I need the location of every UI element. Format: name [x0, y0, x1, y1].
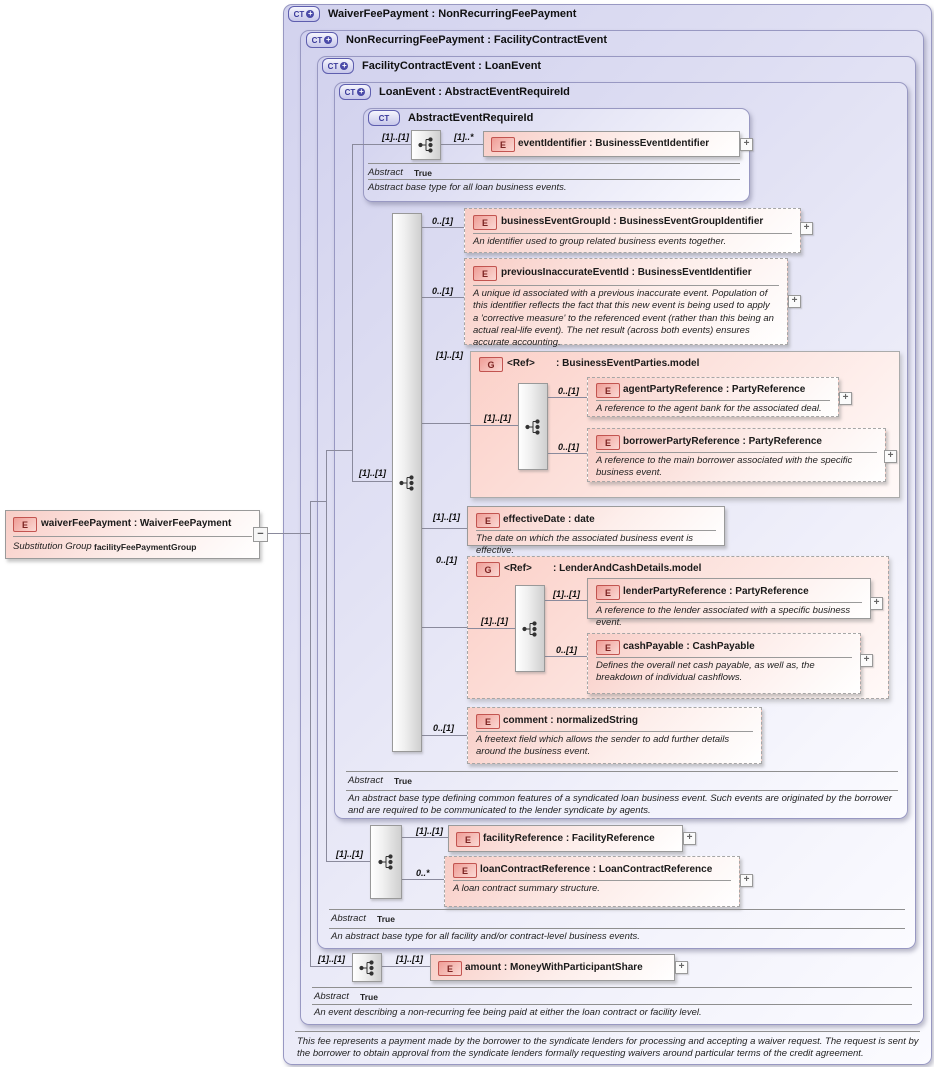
divider: [13, 536, 252, 537]
ct-icon-label: CT: [344, 87, 356, 97]
group-icon: G: [476, 562, 500, 577]
cardinality-label: 0..[1]: [436, 555, 458, 565]
ct-title: FacilityContractEvent : LoanEvent: [362, 60, 542, 72]
group-type-label: : BusinessEventParties.model: [556, 358, 700, 369]
element-box-lender-party-reference[interactable]: [587, 578, 871, 629]
expand-icon[interactable]: +: [683, 832, 696, 845]
expand-dot-icon: +: [341, 61, 347, 70]
expand-icon[interactable]: +: [870, 597, 883, 610]
cardinality-label: 0..[1]: [556, 645, 578, 655]
divider: [329, 928, 905, 929]
annotation-text: This fee represents a payment made by the borrower to the syndicate lenders for processing and accepting a waiver request. The request is sent by the borrower to obtain approval from the syndicate lenders formally requesting waivers around particular terms of the credit agreement.: [297, 1036, 919, 1060]
connector-line: [326, 450, 327, 861]
divider: [346, 771, 898, 772]
connector-line: [400, 879, 444, 880]
abstract-label: Abstract: [314, 991, 349, 1002]
divider: [368, 179, 740, 180]
substitution-group-label: Substitution Group: [13, 541, 92, 552]
element-label: comment : normalizedString: [503, 715, 639, 726]
connector-line: [543, 656, 587, 657]
element-icon: E: [438, 961, 462, 976]
connector-line: [470, 425, 518, 426]
cardinality-label: [1]..[1]: [436, 350, 463, 360]
divider: [476, 530, 716, 531]
expand-icon[interactable]: +: [675, 961, 688, 974]
connector-line: [326, 861, 370, 862]
cardinality-label: [1]..[1]: [359, 468, 386, 478]
expand-dot-icon: +: [325, 35, 331, 44]
connector-line: [310, 501, 326, 502]
cardinality-label: [1]..*: [454, 132, 474, 142]
group-ref-label: <Ref>: [504, 563, 532, 574]
element-box-loan-contract-reference[interactable]: [444, 856, 740, 907]
annotation-text: An identifier used to group related business events together.: [473, 236, 727, 247]
ct-header-abstract-event-require-id: [368, 110, 533, 126]
ct-header-waiver-fee-payment: [288, 6, 576, 22]
element-label: amount : MoneyWithParticipantShare: [465, 962, 643, 973]
element-label: cashPayable : CashPayable: [623, 641, 755, 652]
ct-header-non-recurring-fee-payment: [306, 32, 607, 48]
connector-line: [310, 501, 311, 966]
connector-line: [543, 600, 587, 601]
cardinality-label: [1]..[1]: [553, 589, 580, 599]
element-icon: E: [456, 832, 480, 847]
expand-dot-icon: +: [307, 9, 313, 18]
expand-icon[interactable]: +: [839, 392, 852, 405]
cardinality-label: [1]..[1]: [396, 954, 423, 964]
ct-icon-label: CT: [327, 61, 339, 71]
element-icon: E: [596, 640, 620, 655]
complex-type-icon[interactable]: [368, 110, 400, 126]
annotation-text: A unique id associated with a previous inaccurate event. Population of this identifier reflects the fact that this new event is being used to apply a 'corrective measure' to the referenced event (rather than this being an actual real-life event). The net result (across both events) ensures accurate accounting.: [473, 288, 774, 349]
annotation-text: A reference to the agent bank for the associated deal.: [596, 403, 822, 414]
connector-line: [546, 397, 587, 398]
complex-type-icon[interactable]: [306, 32, 338, 48]
divider: [596, 657, 852, 658]
element-icon: E: [473, 266, 497, 281]
cardinality-label: [1]..[1]: [318, 954, 345, 964]
divider: [312, 1004, 912, 1005]
ct-title: WaiverFeePayment : NonRecurringFeePayment: [328, 8, 577, 20]
element-icon: E: [476, 714, 500, 729]
element-box-borrower-party-reference[interactable]: [587, 428, 886, 482]
element-icon: E: [473, 215, 497, 230]
substitution-group-value: facilityFeePaymentGroup: [94, 542, 197, 552]
annotation-text: A reference to the lender associated with a specific business event.: [596, 605, 851, 629]
element-icon: E: [13, 517, 37, 532]
connector-line: [420, 735, 467, 736]
connector-line: [310, 966, 352, 967]
annotation-text: A freetext field which allows the sender to add further details around the business event.: [476, 734, 730, 758]
sequence-compositor[interactable]: [370, 825, 402, 899]
connector-line: [439, 144, 483, 145]
element-box-amount[interactable]: [430, 954, 675, 981]
divider: [476, 731, 753, 732]
expand-icon[interactable]: +: [800, 222, 813, 235]
sequence-icon: [378, 853, 394, 871]
cardinality-label: [1]..[1]: [382, 132, 409, 142]
connector-line: [420, 297, 464, 298]
sequence-compositor[interactable]: [352, 953, 382, 982]
element-icon: E: [596, 585, 620, 600]
cardinality-label: [1]..[1]: [433, 512, 460, 522]
connector-line: [420, 227, 464, 228]
divider: [473, 285, 779, 286]
annotation-text: A loan contract summary structure.: [453, 883, 600, 894]
element-icon: E: [596, 435, 620, 450]
complex-type-icon[interactable]: [322, 58, 354, 74]
ct-title: AbstractEventRequireId: [408, 112, 534, 124]
divider: [368, 163, 740, 164]
annotation-text: An abstract base type defining common features of a syndicated loan business event. Such events are originated by the borrower and are required to be communicated to the lender syndicate by agents.: [348, 793, 892, 817]
connector-line: [467, 628, 515, 629]
expand-icon[interactable]: +: [884, 450, 897, 463]
connector-line: [420, 528, 467, 529]
complex-type-icon[interactable]: [339, 84, 371, 100]
element-label: eventIdentifier : BusinessEventIdentifier: [518, 138, 710, 149]
element-label: businessEventGroupId : BusinessEventGroupIdentifier: [501, 216, 764, 227]
cardinality-label: 0..[1]: [558, 442, 580, 452]
cardinality-label: 0..[1]: [432, 216, 454, 226]
element-box-cash-payable[interactable]: [587, 633, 861, 694]
annotation-text: Defines the overall net cash payable, as well as, the breakdown of individual cashflows.: [596, 660, 815, 684]
divider: [596, 452, 877, 453]
element-icon: E: [596, 383, 620, 398]
ct-title: LoanEvent : AbstractEventRequireId: [379, 86, 570, 98]
annotation-text: Abstract base type for all loan business events.: [368, 182, 567, 193]
cardinality-label: 0..*: [416, 868, 430, 878]
ct-icon-label: CT: [378, 113, 390, 123]
element-box-previous-inaccurate-event-id[interactable]: [464, 258, 788, 349]
element-box-event-identifier[interactable]: [483, 131, 740, 157]
sequence-icon: [359, 959, 375, 977]
element-box-waiver-fee-payment[interactable]: [5, 510, 260, 559]
element-box-agent-party-reference[interactable]: [587, 377, 839, 417]
expand-icon[interactable]: +: [788, 295, 801, 308]
ct-icon-label: CT: [311, 35, 323, 45]
connector-line: [326, 450, 352, 451]
abstract-value: True: [414, 168, 432, 178]
complex-type-icon[interactable]: [288, 6, 320, 22]
group-ref-label: <Ref>: [507, 358, 535, 369]
annotation-text: A reference to the main borrower associated with the specific business event.: [596, 455, 853, 479]
divider: [453, 880, 731, 881]
element-label: waiverFeePayment : WaiverFeePayment: [41, 518, 232, 529]
connector-line: [380, 966, 430, 967]
connector-line: [352, 144, 411, 145]
cardinality-label: 0..[1]: [558, 386, 580, 396]
divider: [295, 1031, 920, 1032]
expand-dot-icon: +: [358, 87, 364, 96]
divider: [596, 400, 830, 401]
sequence-compositor[interactable]: [515, 585, 545, 672]
element-icon: E: [476, 513, 500, 528]
abstract-label: Abstract: [348, 775, 383, 786]
sequence-icon: [522, 620, 538, 638]
collapse-icon[interactable]: −: [253, 527, 268, 542]
element-box-comment[interactable]: [467, 707, 762, 764]
ct-title: NonRecurringFeePayment : FacilityContractEvent: [346, 34, 608, 46]
sequence-compositor[interactable]: [411, 130, 441, 160]
cardinality-label: [1]..[1]: [416, 826, 443, 836]
element-label: previousInaccurateEventId : BusinessEventIdentifier: [501, 267, 752, 278]
group-type-label: : LenderAndCashDetails.model: [553, 563, 702, 574]
divider: [329, 909, 905, 910]
expand-icon[interactable]: +: [740, 874, 753, 887]
connector-line: [420, 627, 467, 628]
cardinality-label: [1]..[1]: [481, 616, 508, 626]
connector-line: [352, 144, 353, 481]
annotation-text: The date on which the associated business event is effective.: [476, 533, 694, 557]
cardinality-label: 0..[1]: [433, 723, 455, 733]
element-box-effective-date[interactable]: [467, 506, 725, 557]
ct-header-facility-contract-event: [322, 58, 541, 74]
abstract-value: True: [360, 992, 378, 1002]
element-label: lenderPartyReference : PartyReference: [623, 586, 809, 597]
group-icon: G: [479, 357, 503, 372]
element-label: loanContractReference : LoanContractReference: [480, 864, 713, 875]
annotation-text: An abstract base type for all facility and/or contract-level business events.: [331, 931, 640, 942]
abstract-label: Abstract: [368, 167, 403, 178]
sequence-icon: [525, 418, 541, 436]
element-box-facility-reference[interactable]: [448, 825, 683, 852]
element-box-business-event-group-id[interactable]: [464, 208, 801, 253]
abstract-value: True: [377, 914, 395, 924]
divider: [346, 790, 898, 791]
cardinality-label: 0..[1]: [432, 286, 454, 296]
sequence-compositor[interactable]: [518, 383, 548, 470]
element-label: effectiveDate : date: [503, 514, 595, 525]
sequence-icon: [418, 136, 434, 154]
connector-line: [546, 453, 587, 454]
element-label: facilityReference : FacilityReference: [483, 833, 655, 844]
cardinality-label: [1]..[1]: [484, 413, 511, 423]
divider: [312, 987, 912, 988]
annotation-text: An event describing a non-recurring fee being paid at either the loan contract or facility level.: [314, 1007, 702, 1018]
cardinality-label: [1]..[1]: [336, 849, 363, 859]
element-icon: E: [453, 863, 477, 878]
connector-line: [420, 423, 470, 424]
element-label: borrowerPartyReference : PartyReference: [623, 436, 822, 447]
abstract-value: True: [394, 776, 412, 786]
expand-icon[interactable]: +: [740, 138, 753, 151]
ct-icon-label: CT: [293, 9, 305, 19]
sequence-icon: [399, 474, 415, 492]
ct-header-loan-event: [339, 84, 570, 100]
connector-line: [400, 837, 448, 838]
sequence-compositor[interactable]: [392, 213, 422, 752]
abstract-label: Abstract: [331, 913, 366, 924]
divider: [473, 233, 792, 234]
expand-icon[interactable]: +: [860, 654, 873, 667]
divider: [596, 602, 862, 603]
element-label: agentPartyReference : PartyReference: [623, 384, 806, 395]
connector-line: [352, 481, 392, 482]
element-icon: E: [491, 137, 515, 152]
